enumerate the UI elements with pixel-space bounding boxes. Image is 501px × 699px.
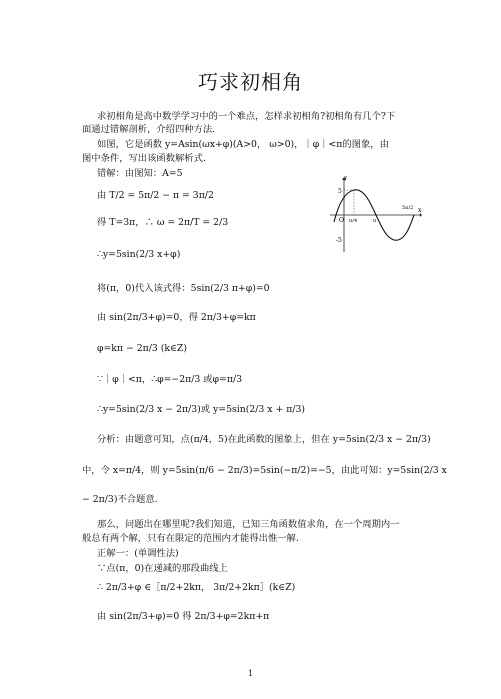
equation-line: ∴y=5sin(2/3 x+φ) [97, 249, 181, 260]
paragraph-line: 面通过错解剖析，介绍四种方法. [82, 124, 216, 135]
x-axis-label: x [418, 207, 422, 214]
equation-line: 由 T/2 = 5π/2 − π = 3π/2 [97, 190, 214, 201]
paragraph-line: 般总有两个解，只有在限定的范围内才能得出惟一解. [82, 533, 299, 544]
tick-label: π [373, 218, 377, 224]
equation-line: ∴ 2π/3+φ ∈［π/2+2kπ， 3π/2+2kπ］(k∈Z) [97, 582, 296, 593]
tick-label: -5 [336, 237, 342, 244]
sine-graph [330, 176, 422, 254]
paragraph-line: 正解一：(单调性法) [97, 548, 179, 559]
equation-line: φ=kπ − 2π/3 (k∈Z) [97, 343, 187, 354]
paragraph-line: 分析：由题意可知，点(π/4，5)在此函数的图象上，但在 y=5sin(2/3 x − 2π/3) [97, 434, 431, 445]
equation-line: 将(π，0)代入该式得：5sin(2/3 π+φ)=0 [97, 283, 270, 294]
paragraph-line: ∵点(π，0)在递减的那段曲线上 [97, 563, 228, 574]
origin-label: O [339, 217, 344, 224]
equation-line: ∵｜φ｜<π，∴φ=−2π/3 或φ=π/3 [97, 374, 243, 385]
page-title: 巧求初相角 [198, 70, 303, 94]
tick-label: 5 [338, 188, 342, 195]
paragraph-line: 图中条件，写出该函数解析式. [82, 153, 206, 164]
equation-line: 得 T=3π，∴ ω = 2π/T = 2/3 [97, 217, 229, 228]
paragraph-line: − 2π/3)不合题意. [82, 494, 158, 505]
paragraph-line: 中，令 x=π/4，则 y=5sin(π/6 − 2π/3)=5sin(−π/2)=−5，由此可知：y=5sin(2/3 x [82, 465, 447, 476]
paragraph-line: 如图，它是函数 y=Asin(ωx+φ)(A>0， ω>0)，｜φ｜<π的图象，由 [97, 139, 389, 150]
equation-line: 由 sin(2π/3+φ)=0 得 2π/3+φ=2kπ+π [97, 611, 270, 622]
equation-line: 由 sin(2π/3+φ)=0，得 2π/3+φ=kπ [97, 312, 256, 323]
paragraph-line: 那么，问题出在哪里呢?我们知道，已知三角函数值求角，在一个周期内一 [97, 519, 400, 530]
paragraph-line: 错解：由图知：A=5 [97, 168, 183, 179]
page-number: 1 [247, 669, 254, 678]
tick-label: 5π/2 [402, 205, 414, 211]
paragraph-line: 求初相角是高中数学学习中的一个难点，怎样求初相角?初相角有几个?下 [97, 111, 396, 122]
equation-line: ∴y=5sin(2/3 x − 2π/3)或 y=5sin(2/3 x + π/3) [97, 404, 306, 415]
y-axis-label: y [344, 176, 348, 181]
tick-label: π/4 [349, 218, 358, 224]
